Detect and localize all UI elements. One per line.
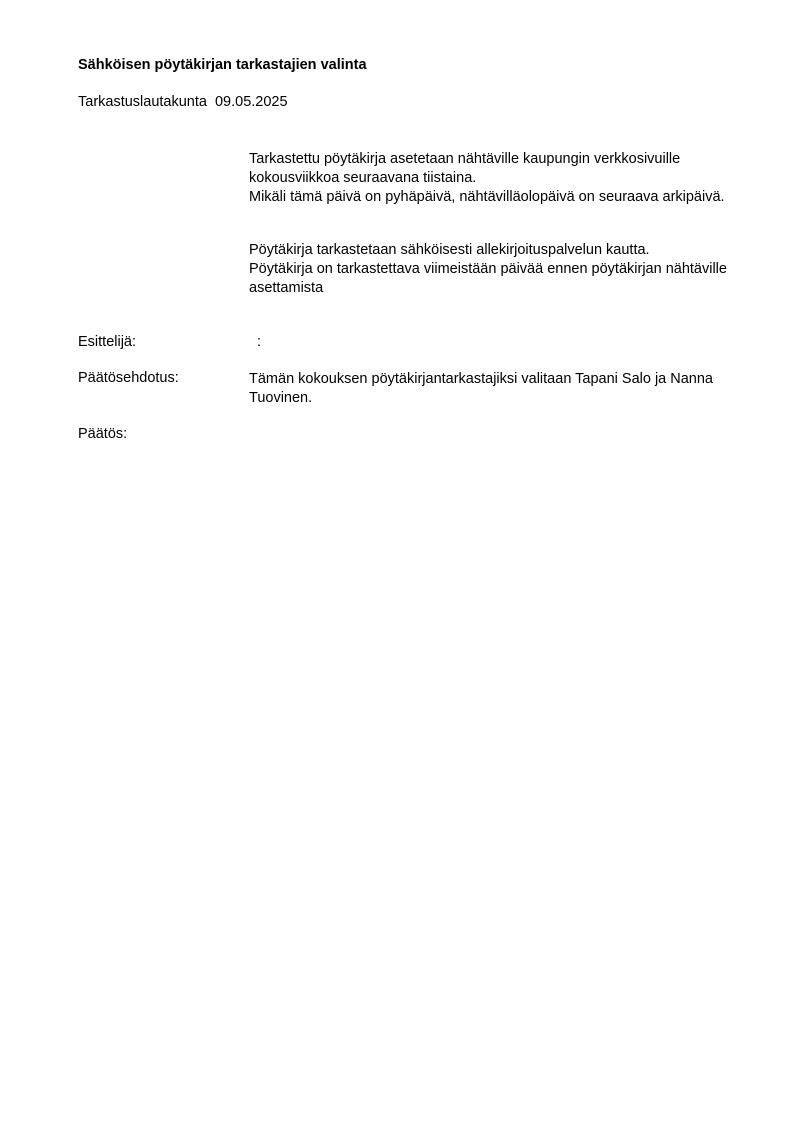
decision-label: Päätös: <box>78 426 128 442</box>
presenter-label: Esittelijä: <box>78 334 137 350</box>
review-deadline-text: Pöytäkirja on tarkastettava viimeistään päivää ennen pöytäkirjan nähtäville asettamista <box>249 261 727 296</box>
proposal-label: Päätösehdotus: <box>78 370 179 386</box>
review-info <box>249 241 739 298</box>
publication-info <box>249 150 739 207</box>
holiday-info-text: Mikäli tämä päivä on pyhäpäivä, nähtävilläolopäivä on seuraava arkipäivä. <box>249 189 725 205</box>
meeting-date: 09.05.2025 <box>214 94 288 110</box>
proposal-text: Tämän kokouksen pöytäkirjantarkastajiksi valitaan Tapani Salo ja Nanna Tuovinen. <box>249 371 713 406</box>
meeting-line <box>78 94 288 110</box>
document-title: Sähköisen pöytäkirjan tarkastajien valinta <box>78 57 367 73</box>
publication-info-text: Tarkastettu pöytäkirja asetetaan nähtäville kaupungin verkkosivuille kokousviikkoa seuraavana tiistaina. <box>249 151 681 186</box>
review-method-text: Pöytäkirja tarkastetaan sähköisesti allekirjoituspalvelun kautta. <box>249 242 650 258</box>
presenter-value: : <box>257 334 262 350</box>
meeting-body: Tarkastuslautakunta <box>78 94 207 110</box>
